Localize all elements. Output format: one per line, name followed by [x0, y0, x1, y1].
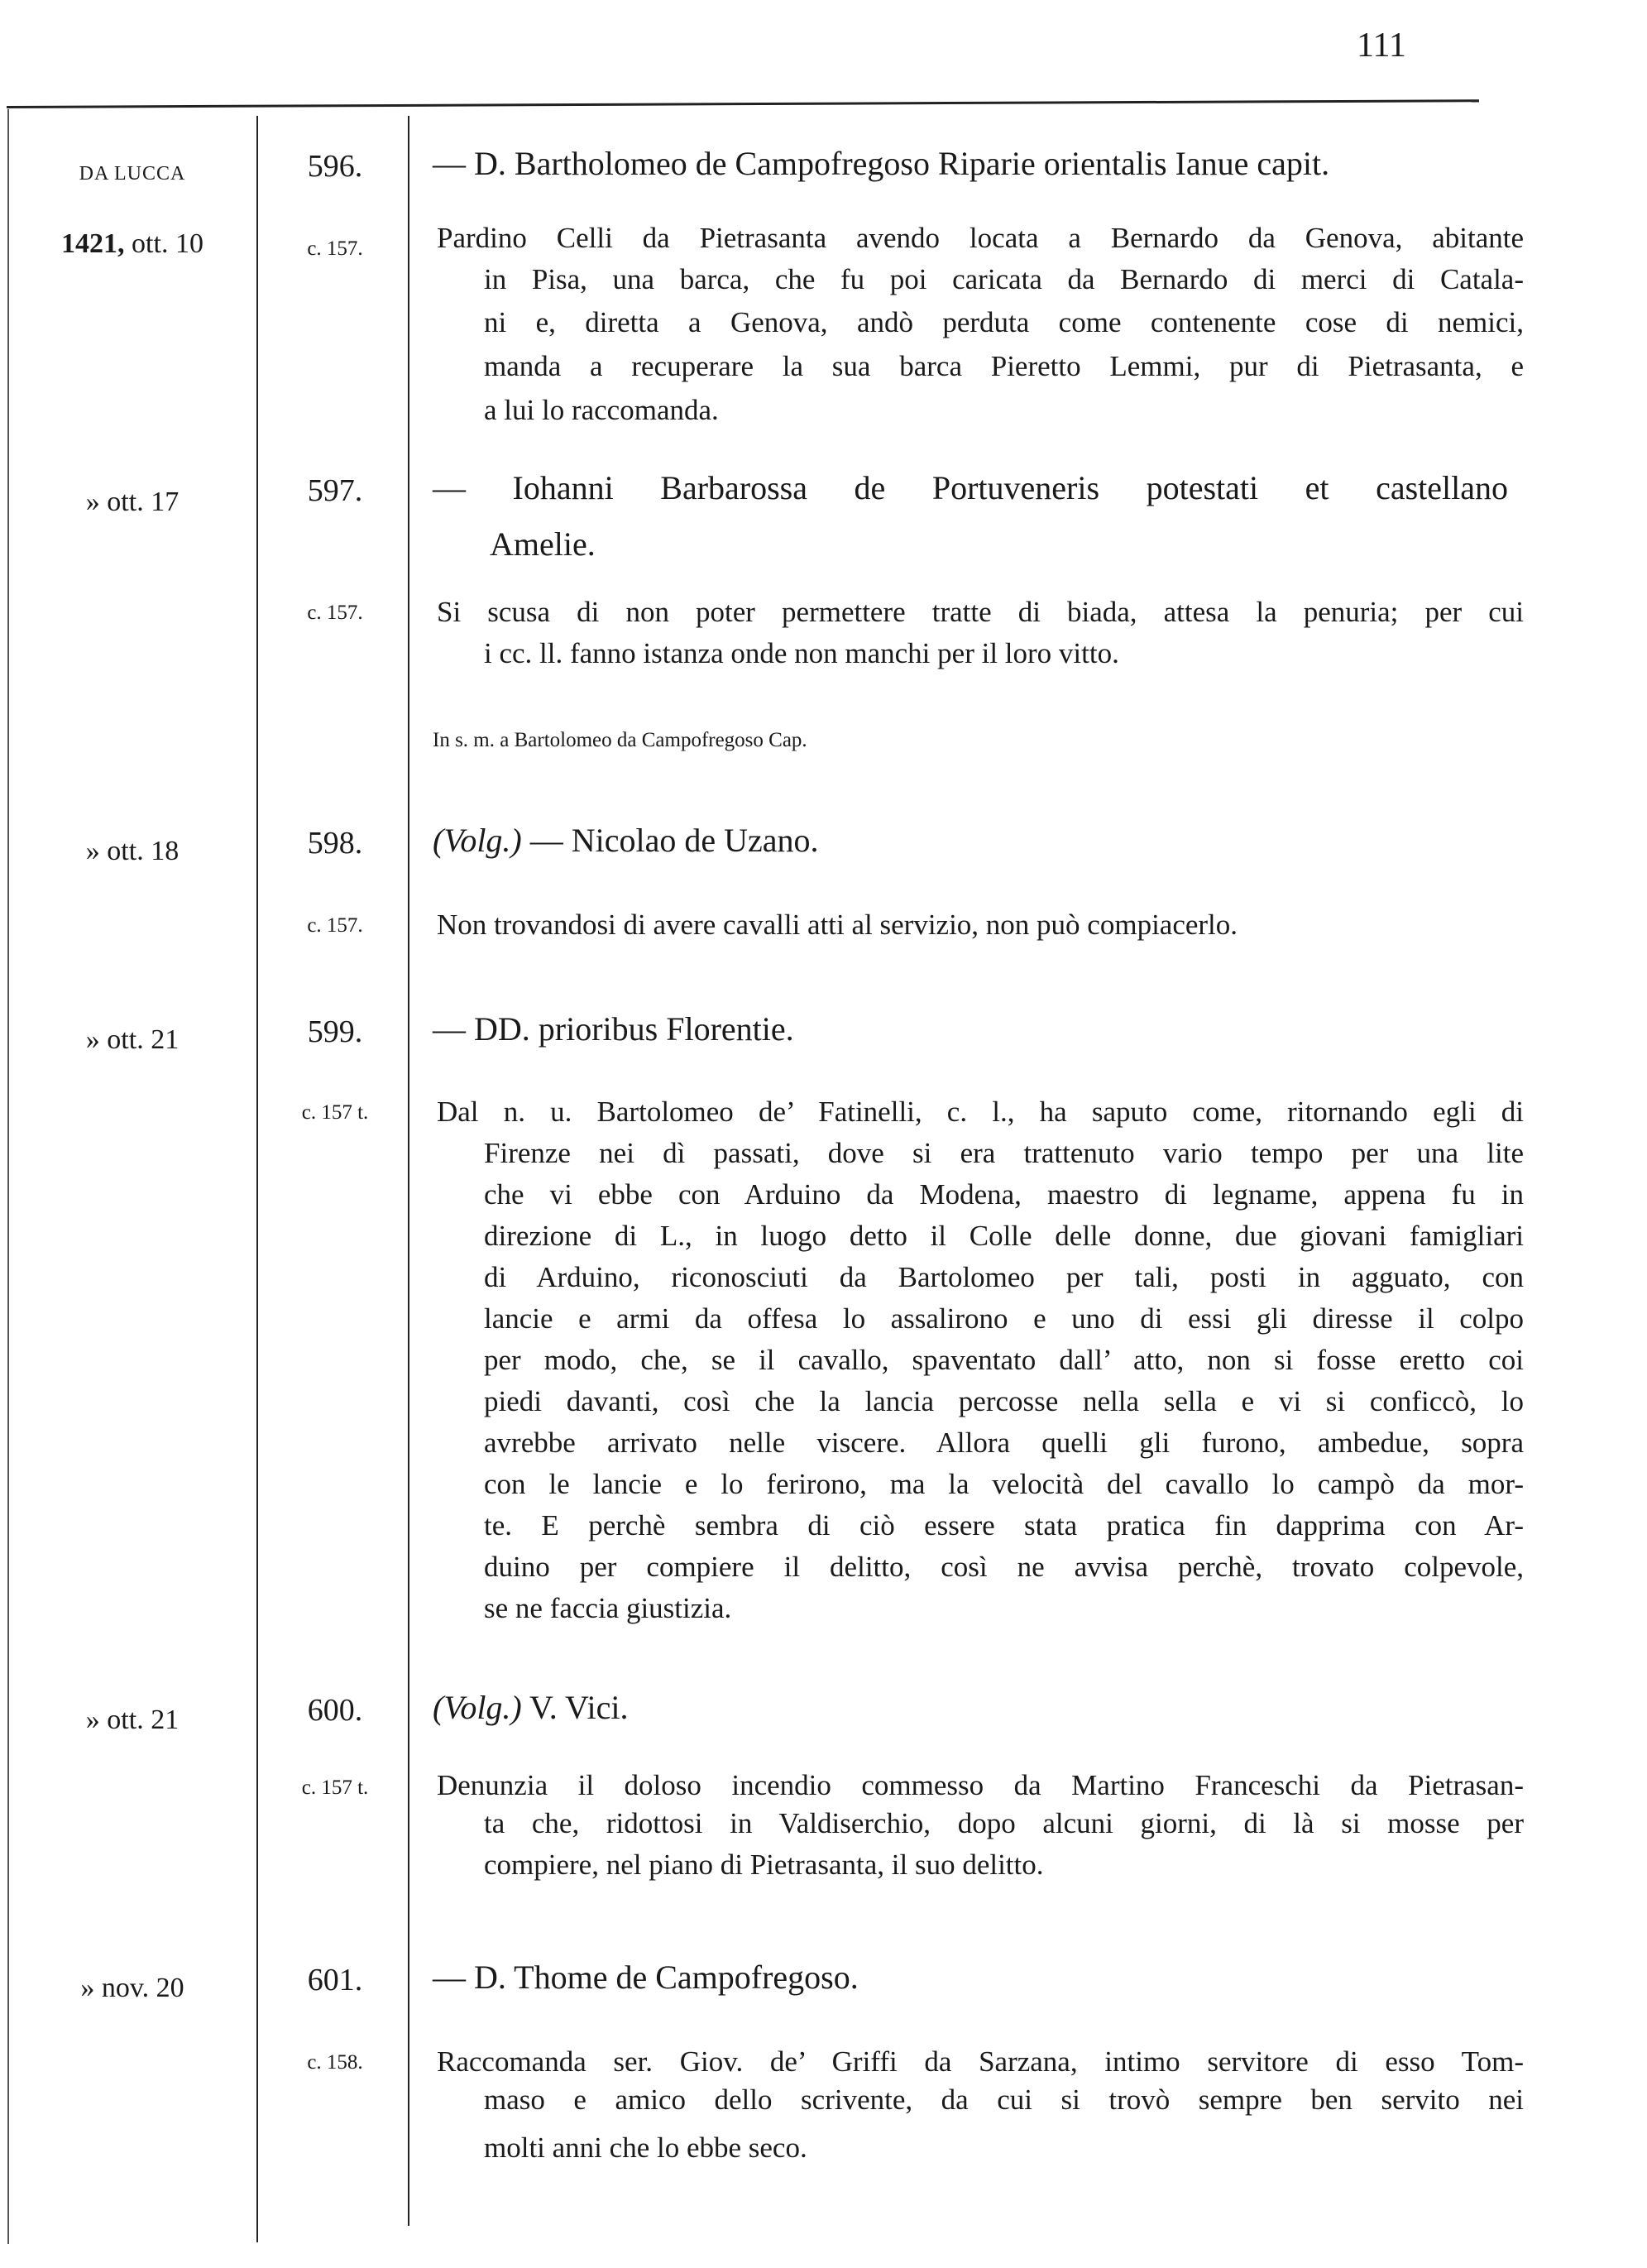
heading-text: — D. Bartholomeo de Campofregoso Riparie orientalis Ianue capit. — [433, 145, 1330, 182]
entry-heading — [433, 824, 819, 857]
heading-language-tag: (Volg.) — [433, 822, 522, 859]
entry-folio: c. 157. — [307, 237, 363, 260]
entry-date — [10, 230, 255, 258]
body-line: i cc. ll. fanno istanza onde non manchi per il loro vitto. — [484, 637, 1119, 669]
entry-number: 600. — [307, 1693, 363, 1728]
body-line: avrebbe arrivato nelle viscere. Allora quelli gli furono, ambedue, sopra — [484, 1426, 1524, 1459]
entry-number: 596. — [307, 149, 363, 184]
body-line: Firenze nei dì passati, dove si era trattenuto vario tempo per una lite — [484, 1137, 1524, 1169]
entry-folio: c. 158. — [307, 2051, 363, 2074]
body-line: che vi ebbe con Arduino da Modena, maestro di legname, appena fu in — [484, 1178, 1524, 1211]
entry-number: 597. — [307, 473, 363, 508]
entry-number: 601. — [307, 1963, 363, 1997]
entry-date: » ott. 18 — [85, 836, 180, 866]
heading-text: — DD. prioribus Florentie. — [433, 1010, 794, 1048]
body-line: ta che, ridottosi in Valdiserchio, dopo alcuni giorni, di là si mosse per — [484, 1807, 1524, 1839]
body-line: in Pisa, una barca, che fu poi caricata da Bernardo di merci di Catala- — [484, 263, 1524, 295]
body-line: ni e, diretta a Genova, andò perduta come contenente cose di nemici, — [484, 306, 1524, 338]
entry-heading — [433, 1010, 794, 1048]
entry-number: 598. — [307, 826, 363, 861]
body-line: molti anni che lo ebbe seco. — [484, 2131, 807, 2164]
body-line: lancie e armi da offesa lo assalirono e uno di essi gli diresse il colpo — [484, 1302, 1524, 1335]
marginal-note: In s. m. a Bartolomeo da Campofregoso Cap. — [433, 729, 807, 751]
body-line: per modo, che, se il cavallo, spaventato dall’ atto, non si fosse eretto coi — [484, 1344, 1524, 1376]
body-line: di Arduino, riconosciuti da Bartolomeo per tali, posti in agguato, con — [484, 1261, 1524, 1293]
body-line: piedi davanti, così che la lancia percosse nella sella e vi si conficcò, lo — [484, 1385, 1524, 1417]
column-divider-number — [408, 116, 409, 2226]
running-head: DA LUCCA — [79, 163, 186, 185]
heading-text: — D. Thome de Campofregoso. — [433, 1959, 859, 1996]
body-line: Raccomanda ser. Giov. de’ Griffi da Sarzana, intimo servitore di esso Tom- — [437, 2045, 1524, 2078]
top-rule — [7, 99, 1479, 108]
entry-day: ott. 10 — [124, 228, 203, 259]
entry-year: 1421, — [61, 228, 125, 259]
body-line: Dal n. u. Bartolomeo de’ Fatinelli, c. l., ha saputo come, ritornando egli di — [437, 1096, 1524, 1128]
entry-folio: c. 157 t. — [301, 1101, 369, 1124]
body-line: Denunzia il doloso incendio commesso da Martino Franceschi da Pietrasan- — [437, 1769, 1524, 1801]
column-divider-date — [256, 116, 258, 2242]
heading-text: — Iohanni Barbarossa de Portuveneris potestati et castellano — [433, 469, 1508, 506]
body-line: Pardino Celli da Pietrasanta avendo locata a Bernardo da Genova, abitante — [437, 222, 1524, 254]
left-border — [7, 109, 9, 2244]
entry-folio: c. 157. — [307, 602, 363, 624]
body-line: maso e amico dello scrivente, da cui si trovò sempre ben servito nei — [484, 2083, 1524, 2116]
page-number: 111 — [1357, 26, 1406, 65]
entry-heading — [433, 1691, 629, 1724]
body-line: te. E perchè sembra di ciò essere stata pratica fin dapprima con Ar- — [484, 1509, 1524, 1542]
body-line: Si scusa di non poter permettere tratte di biada, attesa la penuria; per cui — [437, 596, 1524, 628]
entry-date: » ott. 17 — [85, 487, 180, 517]
heading-text: V. Vici. — [521, 1689, 629, 1726]
body-line: Non trovandosi di avere cavalli atti al servizio, non può compiacerlo. — [437, 909, 1238, 941]
entry-heading — [433, 469, 1508, 506]
body-line: compiere, nel piano di Pietrasanta, il suo delitto. — [484, 1848, 1044, 1881]
body-line: a lui lo raccomanda. — [484, 394, 719, 426]
body-line: se ne faccia giustizia. — [484, 1592, 732, 1624]
body-line: con le lancie e lo ferirono, ma la velocità del cavallo lo campò da mor- — [484, 1468, 1524, 1500]
entry-folio: c. 157. — [307, 914, 363, 937]
entry-date: » ott. 21 — [85, 1024, 180, 1055]
entry-number: 599. — [307, 1014, 363, 1049]
entry-heading — [490, 525, 596, 563]
entry-folio: c. 157 t. — [301, 1777, 369, 1799]
body-line: duino per compiere il delitto, così ne avvisa perchè, trovato colpevole, — [484, 1551, 1524, 1583]
body-line: direzione di L., in luogo detto il Colle delle donne, due giovani famigliari — [484, 1220, 1524, 1252]
entry-date: » ott. 21 — [85, 1705, 180, 1735]
body-line: manda a recuperare la sua barca Pieretto Lemmi, pur di Pietrasanta, e — [484, 350, 1524, 382]
entry-date: » nov. 20 — [80, 1973, 184, 2003]
entry-heading — [433, 1961, 859, 1994]
heading-text: — Nicolao de Uzano. — [521, 822, 819, 859]
heading-text: Amelie. — [490, 525, 596, 563]
heading-language-tag: (Volg.) — [433, 1689, 522, 1726]
entry-heading — [433, 147, 1329, 180]
